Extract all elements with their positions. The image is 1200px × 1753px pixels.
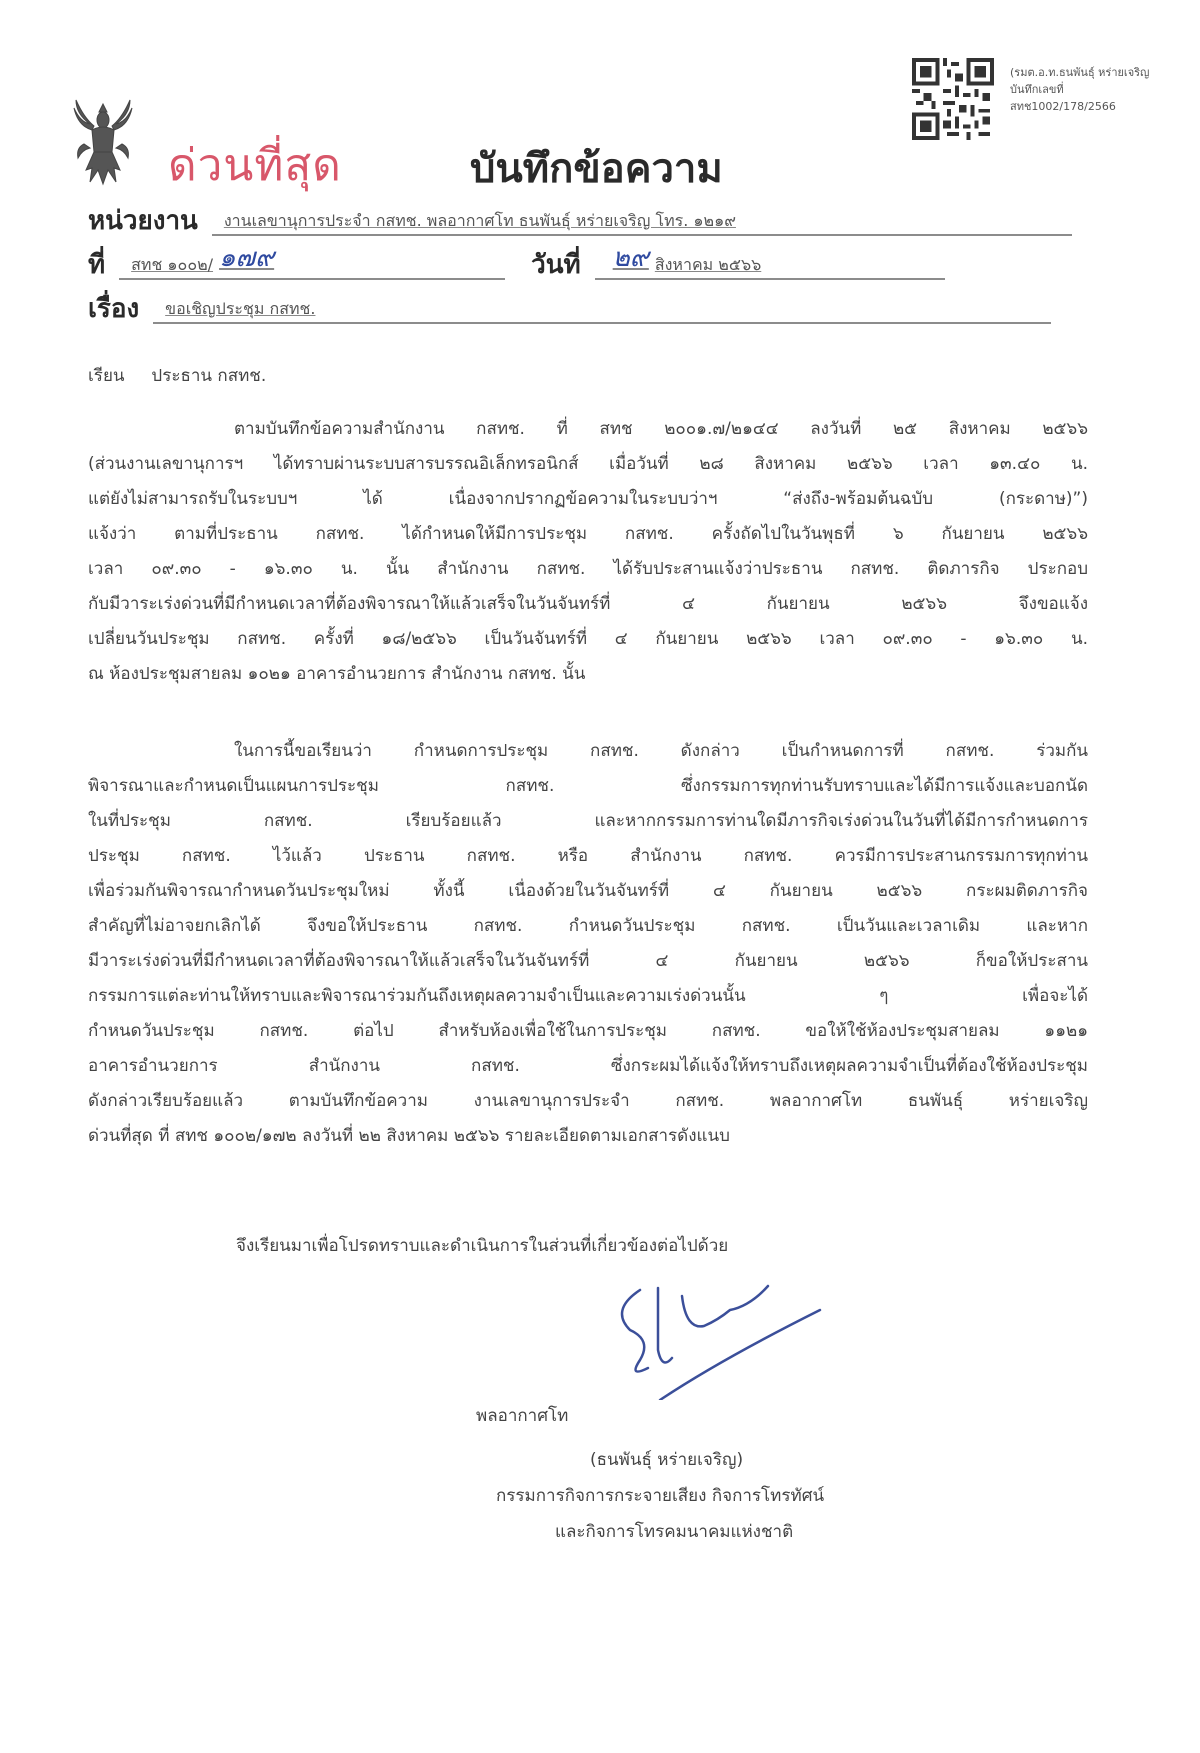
text-line: สำคัญที่ไม่อาจยกเลิกได้ จึงขอให้ประธาน กสทช. กำหนดวันประชุม กสทช. เป็นวันและเวลาเดิม และหาก [88, 916, 1088, 936]
stamp-line: สทช1002/178/2566 [1010, 100, 1116, 113]
handwritten-signature-icon [600, 1250, 830, 1400]
date-value [595, 243, 945, 280]
signatory-title-line1: กรรมการกิจการกระจายเสียง กิจการโทรทัศน์ [496, 1486, 825, 1506]
qr-code-icon [912, 58, 994, 140]
closing-line: จึงเรียนมาเพื่อโปรดทราบและดำเนินการในส่วนที่เกี่ยวข้องต่อไปด้วย [236, 1236, 729, 1256]
date-label: วันที่ [531, 250, 581, 280]
subject-field [88, 294, 1051, 324]
stamp-line: (รมต.อ.ท.ธนพันธุ์ หร่ายเจริญ [1010, 66, 1150, 79]
number-printed: สทช ๑๐๐๒/ [131, 255, 214, 274]
subject-label: เรื่อง [88, 294, 140, 324]
agency-label: หน่วยงาน [88, 206, 198, 236]
body-paragraph-2 [88, 734, 1088, 1154]
text-line: ประชุม กสทช. ไว้แล้ว ประธาน กสทช. หรือ สำนักงาน กสทช. ควรมีการประสานกรรมการทุกท่าน [88, 846, 1088, 866]
text-line: อาคารอำนวยการ สำนักงาน กสทช. ซึ่งกระผมได้แจ้งให้ทราบถึงเหตุผลความจำเป็นที่ต้องใช้ห้องประชุม [88, 1056, 1088, 1076]
page-title: บันทึกข้อความ [470, 146, 723, 192]
number-field [88, 243, 945, 280]
text-line: เปลี่ยนวันประชุม กสทช. ครั้งที่ ๑๘/๒๕๖๖ เป็นวันจันทร์ที่ ๔ กันยายน ๒๕๖๖ เวลา ๐๙.๓๐ - ๑๖.๓๐ น. [88, 629, 1088, 649]
electronic-stamp [1010, 64, 1149, 115]
text-line: กำหนดวันประชุม กสทช. ต่อไป สำหรับห้องเพื่อใช้ในการประชุม กสทช. ขอให้ใช้ห้องประชุมสายลม ๑๑๒๑ [88, 1021, 1088, 1041]
signatory-rank: พลอากาศโท [476, 1406, 569, 1426]
number-value [119, 243, 505, 280]
agency-value: งานเลขานุการประจำ กสทช. พลอากาศโท ธนพันธุ์ หร่ายเจริญ โทร. ๑๒๑๙ [212, 210, 1072, 236]
signatory-title-line2: และกิจการโทรคมนาคมแห่งชาติ [555, 1522, 794, 1542]
text-line: กรรมการแต่ละท่านให้ทราบและพิจารณาร่วมกันถึงเหตุผลความจำเป็นและความเร่งด่วนนั้น ๆ เพื่อจะได้ [88, 986, 1088, 1006]
salutation [88, 362, 266, 389]
text-line: ในการนี้ขอเรียนว่า กำหนดการประชุม กสทช. ดังกล่าว เป็นกำหนดการที่ กสทช. ร่วมกัน [234, 741, 1088, 761]
text-line: พิจารณาและกำหนดเป็นแผนการประชุม กสทช. ซึ่งกรรมการทุกท่านรับทราบและได้มีการแจ้งและบอกนัด [88, 776, 1088, 796]
text-line: ในที่ประชุม กสทช. เรียบร้อยแล้ว และหากกรรมการท่านใดมีภารกิจเร่งด่วนในวันที่ได้มีการกำหนดการ [88, 811, 1088, 831]
body-paragraph-1 [88, 412, 1088, 692]
text-line: ดังกล่าวเรียบร้อยแล้ว ตามบันทึกข้อความ งานเลขานุการประจำ กสทช. พลอากาศโท ธนพันธุ์ หร่ายเจริญ [88, 1091, 1088, 1111]
agency-field [88, 206, 1072, 236]
signatory-name: (ธนพันธุ์ หร่ายเจริญ) [590, 1450, 744, 1470]
text-line: แจ้งว่า ตามที่ประธาน กสทช. ได้กำหนดให้มีการประชุม กสทช. ครั้งถัดไปในวันพุธที่ ๖ กันยายน ๒๕๖๖ [88, 524, 1088, 544]
text-line: มีวาระเร่งด่วนที่มีกำหนดเวลาที่ต้องพิจารณาให้แล้วเสร็จในวันจันทร์ที่ ๔ กันยายน ๒๕๖๖ ก็ขอให้ประสาน [88, 951, 1088, 971]
text-line: (ส่วนงานเลขานุการฯ ได้ทราบผ่านระบบสารบรรณอิเล็กทรอนิกส์ เมื่อวันที่ ๒๘ สิงหาคม ๒๕๖๖ เวลา ๑๓.๔๐ น. [88, 454, 1088, 474]
date-printed: สิงหาคม ๒๕๖๖ [654, 255, 762, 274]
number-handwritten: ๑๗๙ [219, 243, 275, 273]
urgency-stamp: ด่วนที่สุด [168, 140, 342, 191]
text-line: แต่ยังไม่สามารถรับในระบบฯ ได้ เนื่องจากปรากฏข้อความในระบบว่าฯ “ส่งถึง-พร้อมต้นฉบับ (กระดาษ)”) [88, 489, 1088, 509]
subject-value: ขอเชิญประชุม กสทช. [153, 298, 1051, 324]
date-handwritten: ๒๙ [612, 243, 649, 273]
text-line: เวลา ๐๙.๓๐ - ๑๖.๓๐ น. นั้น สำนักงาน กสทช. ได้รับประสานแจ้งว่าประธาน กสทช. ติดภารกิจ ประกอบ [88, 559, 1088, 579]
text-line: ณ ห้องประชุมสายลม ๑๐๒๑ อาคารอำนวยการ สำนักงาน กสทช. นั้น [88, 664, 586, 684]
text-line: กับมีวาระเร่งด่วนที่มีกำหนดเวลาที่ต้องพิจารณาให้แล้วเสร็จในวันจันทร์ที่ ๔ กันยายน ๒๕๖๖ จึงขอแจ้ง [88, 594, 1088, 614]
salutation-recipient: ประธาน กสทช. [151, 366, 267, 386]
stamp-line: บันทึกเลขที่ [1010, 83, 1064, 96]
garuda-emblem-icon [70, 96, 136, 188]
text-line: ด่วนที่สุด ที่ สทช ๑๐๐๒/๑๗๒ ลงวันที่ ๒๒ สิงหาคม ๒๕๖๖ รายละเอียดตามเอกสารดังแนบ [88, 1126, 730, 1146]
number-label: ที่ [88, 250, 106, 280]
salutation-label: เรียน [88, 366, 125, 386]
text-line: ตามบันทึกข้อความสำนักงาน กสทช. ที่ สทช ๒๐๐๑.๗/๒๑๔๔ ลงวันที่ ๒๕ สิงหาคม ๒๕๖๖ [234, 419, 1088, 439]
text-line: เพื่อร่วมกันพิจารณากำหนดวันประชุมใหม่ ทั้งนี้ เนื่องด้วยในวันจันทร์ที่ ๔ กันยายน ๒๕๖๖ กระผมติดภารกิจ [88, 881, 1088, 901]
